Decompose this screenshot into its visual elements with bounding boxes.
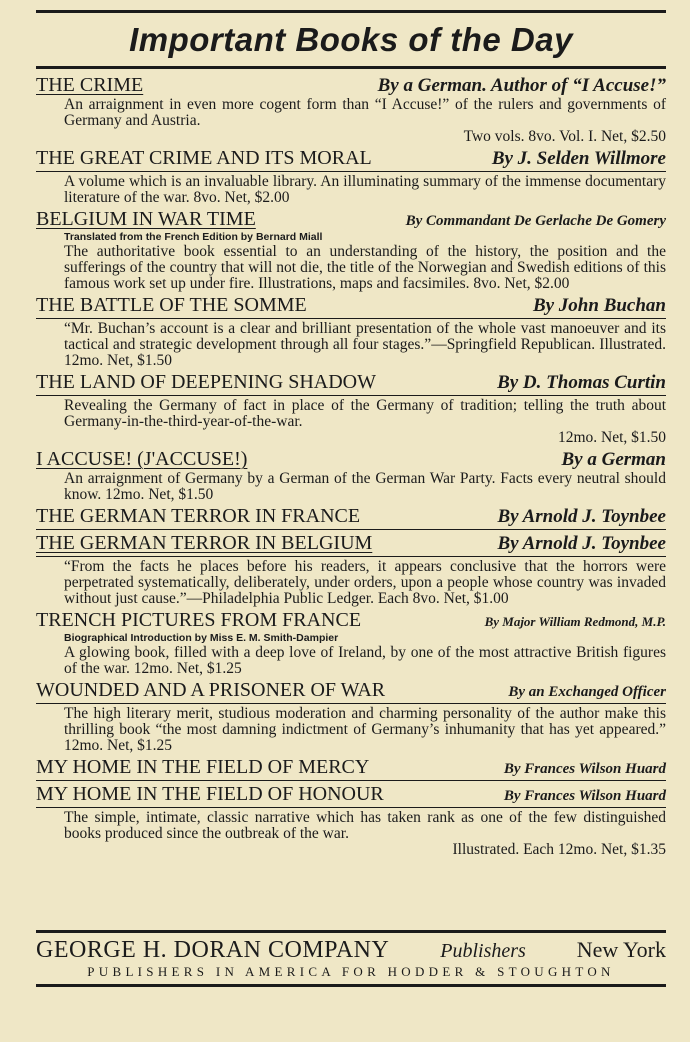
book-price: 12mo. Net, $1.50 bbox=[557, 429, 666, 446]
book-author: By Frances Wilson Huard bbox=[503, 788, 666, 804]
book-title: THE LAND OF DEEPENING SHADOW bbox=[36, 371, 376, 393]
book-title: THE GERMAN TERROR IN FRANCE bbox=[36, 505, 361, 527]
title-rule bbox=[36, 395, 666, 396]
title-rule bbox=[36, 171, 666, 172]
book-author: By D. Thomas Curtin bbox=[497, 372, 666, 393]
book-list bbox=[36, 74, 666, 860]
book-author: By a German bbox=[561, 449, 666, 470]
book-title: THE CRIME bbox=[36, 74, 144, 96]
book-entry bbox=[36, 448, 666, 503]
book-description: The authoritative book essential to an understanding of the history, the position and the sufferings of the country that will not die, the title of the Norwegian and Swedish editions of this famous work set up under fire. Illustrations, maps and facsimiles. 8vo. Net, $2.00 bbox=[64, 243, 666, 292]
book-description: An arraignment of Germany by a German of the German War Party. Facts every neutral should know. 12mo. Net, $1.50 bbox=[64, 470, 666, 503]
book-title: THE BATTLE OF THE SOMME bbox=[36, 294, 307, 316]
title-rule bbox=[36, 556, 666, 557]
book-author: By Arnold J. Toynbee bbox=[497, 533, 666, 554]
book-description: The simple, intimate, classic narrative which has taken rank as one of the few distinguished books produced since the outbreak of the war. bbox=[64, 809, 666, 842]
page-headline: Important Books of the Day bbox=[129, 21, 573, 58]
book-entry bbox=[36, 783, 666, 858]
book-price: Two vols. 8vo. Vol. I. Net, $2.50 bbox=[463, 128, 666, 145]
book-author: By J. Selden Willmore bbox=[491, 148, 666, 169]
book-entry bbox=[36, 505, 666, 530]
book-description: “Mr. Buchan’s account is a clear and brilliant presentation of the whole vast manoeuver and its tactical and strategic development through all four stages.”—Springfield Republican. Illustrated. 12mo. Net, $1.50 bbox=[64, 320, 666, 369]
book-entry bbox=[36, 208, 666, 292]
book-author: By Arnold J. Toynbee bbox=[497, 506, 666, 527]
headline-rule bbox=[36, 66, 666, 69]
book-author: By Frances Wilson Huard bbox=[503, 761, 666, 777]
publisher-name: GEORGE H. DORAN COMPANY bbox=[36, 937, 390, 963]
top-rule bbox=[36, 10, 666, 13]
footer-top-rule bbox=[36, 930, 666, 933]
book-description: A glowing book, filled with a deep love of Ireland, by one of the most attractive British figures of the war. 12mo. Net, $1.25 bbox=[64, 644, 666, 677]
book-author: By Major William Redmond, M.P. bbox=[484, 614, 666, 629]
publisher-city: New York bbox=[576, 937, 666, 962]
book-title: MY HOME IN THE FIELD OF MERCY bbox=[36, 756, 370, 778]
translator-note: Translated from the French Edition by Bernard Miall bbox=[64, 231, 323, 243]
book-entry bbox=[36, 74, 666, 145]
book-description: An arraignment in even more cogent form than “I Accuse!” of the rulers and governments of Germany and Austria. bbox=[64, 96, 666, 129]
book-description: A volume which is an invaluable library. An illuminating summary of the immense documentary literature of the war. 8vo. Net, $2.00 bbox=[64, 173, 666, 206]
book-title: THE GERMAN TERROR IN BELGIUM bbox=[36, 532, 373, 554]
book-description: Revealing the Germany of fact in place of the Germany of tradition; telling the truth about Germany-in-the-third-year-of-the-war. bbox=[64, 397, 666, 430]
book-entry bbox=[36, 756, 666, 781]
book-title: I ACCUSE! (J'ACCUSE!) bbox=[36, 448, 248, 470]
book-entry bbox=[36, 532, 666, 607]
book-title: MY HOME IN THE FIELD OF HONOUR bbox=[36, 783, 384, 805]
book-entry bbox=[36, 294, 666, 369]
publisher-tagline: PUBLISHERS IN AMERICA FOR HODDER & STOUGHTON bbox=[87, 964, 615, 979]
introduction-note: Biographical Introduction by Miss E. M. Smith-Dampier bbox=[64, 632, 339, 644]
book-author: By John Buchan bbox=[532, 295, 666, 316]
book-entry bbox=[36, 147, 666, 206]
title-rule bbox=[36, 529, 666, 530]
book-author: By an Exchanged Officer bbox=[508, 684, 666, 700]
book-description: The high literary merit, studious moderation and charming personality of the author make this thrilling book “the most damning indictment of Germany’s inhumanity that has yet appeared.” 12mo. Net, $1.25 bbox=[64, 705, 666, 754]
book-author: By Commandant De Gerlache De Gomery bbox=[405, 213, 666, 229]
book-title: THE GREAT CRIME AND ITS MORAL bbox=[36, 147, 372, 169]
book-title: TRENCH PICTURES FROM FRANCE bbox=[36, 609, 362, 631]
book-description: “From the facts he places before his readers, it appears conclusive that the horrors were perpetrated systematically, deliberately, under orders, upon a people whose country was invaded without just cause.”—Philadelphia Public Ledger. Each 8vo. Net, $1.00 bbox=[64, 558, 666, 607]
publisher-role: Publishers bbox=[440, 940, 526, 962]
book-title: BELGIUM IN WAR TIME bbox=[36, 208, 256, 230]
title-rule bbox=[36, 318, 666, 319]
book-entry bbox=[36, 679, 666, 754]
book-price: Illustrated. Each 12mo. Net, $1.35 bbox=[452, 841, 666, 858]
book-entry bbox=[36, 371, 666, 446]
book-title: WOUNDED AND A PRISONER OF WAR bbox=[36, 679, 386, 701]
publisher-footer bbox=[36, 936, 666, 980]
book-author: By a German. Author of “I Accuse!” bbox=[377, 75, 666, 96]
book-entry bbox=[36, 609, 666, 677]
footer-bottom-rule bbox=[36, 984, 666, 987]
